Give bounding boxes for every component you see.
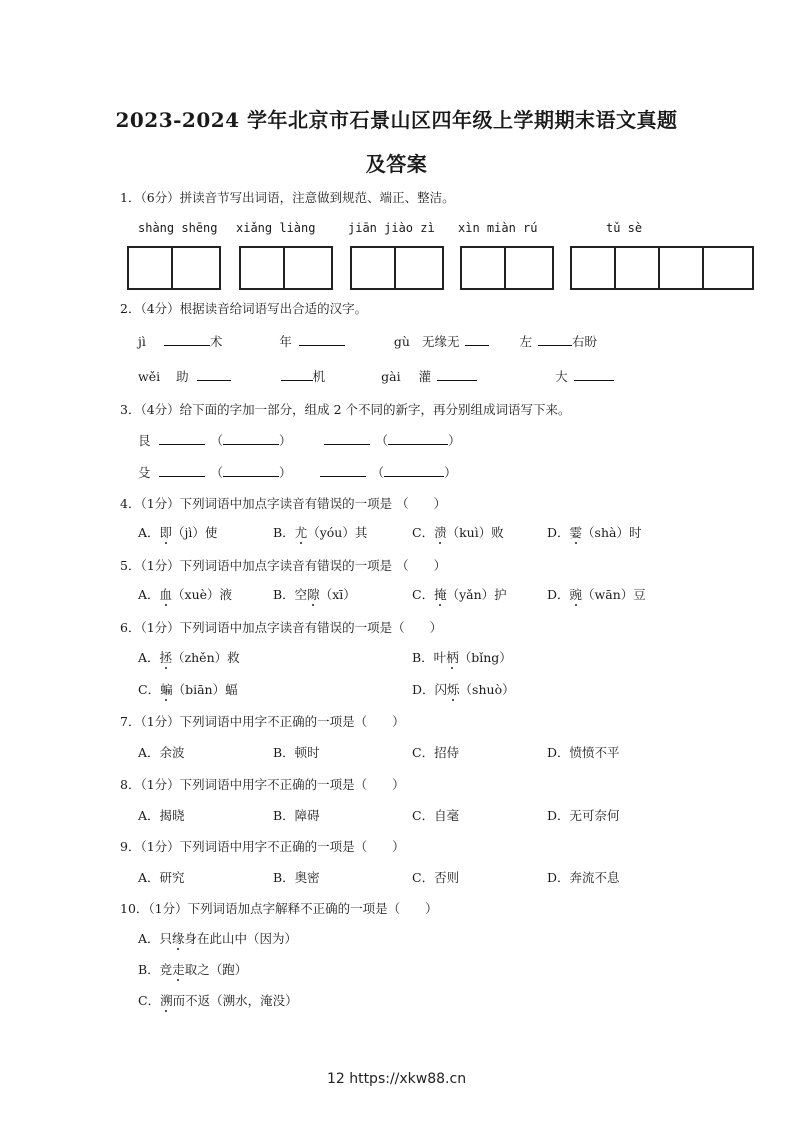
page-title-line2: 及答案 xyxy=(365,152,428,176)
q7-option-b[interactable]: B．顿时 xyxy=(273,745,320,760)
answer-blank[interactable] xyxy=(465,332,489,346)
answer-blank[interactable] xyxy=(164,332,210,346)
answer-blank[interactable] xyxy=(320,463,366,477)
q8-option-a[interactable]: A．揭晓 xyxy=(138,808,185,823)
writing-grid-4[interactable] xyxy=(460,246,554,290)
question-3-row-1 xyxy=(138,431,461,449)
page-footer: 12 https://xkw88.cn xyxy=(326,1071,467,1087)
q9-option-a[interactable]: A．研究 xyxy=(138,870,185,885)
paren-close: ） xyxy=(444,465,457,480)
word-prefix: 无缘无 xyxy=(421,334,460,349)
word-prefix: 灌 xyxy=(418,369,432,384)
page-title-line1: 2023-2024 学年北京市石景山区四年级上学期期末语文真题 xyxy=(115,108,678,132)
question-2-stem: 2．（4分）根据读音给词语写出合适的汉字。 xyxy=(120,301,368,316)
pinyin-1: shàng shēng xyxy=(138,221,218,235)
pinyin-4: xìn miàn rú xyxy=(458,221,538,235)
answer-blank[interactable] xyxy=(281,367,313,381)
q10-option-a[interactable]: A．只缘身在此山中（因为） xyxy=(138,931,298,946)
writing-grid-3[interactable] xyxy=(350,246,444,290)
q5-option-a[interactable]: A．血（xuè）液 xyxy=(138,587,233,602)
q6-option-b[interactable]: B．叶柄（bǐng） xyxy=(412,650,512,665)
writing-grid-2[interactable] xyxy=(239,246,333,290)
question-4-stem: 4．（1分）下列词语中加点字读音有错误的一项是 （ ） xyxy=(120,496,447,511)
q7-option-a[interactable]: A．余波 xyxy=(138,745,185,760)
word-suffix: 右盼 xyxy=(572,334,598,349)
answer-blank[interactable] xyxy=(384,463,444,477)
paren-open: （ xyxy=(371,465,385,480)
q8-option-b[interactable]: B．障碍 xyxy=(273,808,320,823)
base-char: 殳 xyxy=(138,465,151,480)
pinyin-2: xiǎng liàng xyxy=(236,221,316,235)
q10-option-c[interactable]: C．溯而不返（溯水，淹没） xyxy=(138,993,298,1008)
answer-blank[interactable] xyxy=(324,431,370,445)
answer-blank[interactable] xyxy=(388,431,448,445)
pinyin-wei: wěi xyxy=(138,369,161,384)
pinyin-gu: gù xyxy=(393,334,410,349)
answer-blank[interactable] xyxy=(223,463,279,477)
base-char: 艮 xyxy=(138,433,151,448)
answer-blank[interactable] xyxy=(574,367,614,381)
word-prefix: 大 xyxy=(555,369,568,384)
word-suffix: 术 xyxy=(209,334,223,349)
pinyin-ji: jì xyxy=(138,334,146,349)
question-10-stem: 10．（1分）下列词语加点字解释不正确的一项是（ ） xyxy=(120,901,438,916)
paren-open: （ xyxy=(375,433,389,448)
q4-option-c[interactable]: C．溃（kuì）败 xyxy=(412,525,504,540)
q6-option-a[interactable]: A．拯（zhěn）救 xyxy=(138,650,240,665)
paren-close: ） xyxy=(448,433,461,448)
answer-blank[interactable] xyxy=(159,431,205,445)
q6-option-d[interactable]: D．闪烁（shuò） xyxy=(412,682,515,697)
q5-option-b[interactable]: B．空隙（xī） xyxy=(273,587,356,602)
writing-grid-1[interactable] xyxy=(127,246,221,290)
answer-blank[interactable] xyxy=(299,332,345,346)
question-3-stem: 3．（4分）给下面的字加一部分，组成 2 个不同的新字，再分别组成词语写下来。 xyxy=(120,402,571,417)
word-prefix: 助 xyxy=(176,369,189,384)
q9-option-d[interactable]: D．奔流不息 xyxy=(547,870,620,885)
q5-option-c[interactable]: C．掩（yǎn）护 xyxy=(412,587,507,602)
paren-open: （ xyxy=(210,433,224,448)
question-6-stem: 6．（1分）下列词语中加点字读音有错误的一项是（ ） xyxy=(120,620,443,635)
answer-blank[interactable] xyxy=(223,431,279,445)
answer-blank[interactable] xyxy=(159,463,205,477)
q10-option-b[interactable]: B．竞走取之（跑） xyxy=(138,962,248,977)
question-1-stem: 1．（6分）拼读音节写出词语，注意做到规范、端正、整洁。 xyxy=(120,190,455,205)
q6-option-c[interactable]: C．蝙（biān）蝠 xyxy=(138,682,238,697)
question-2-row-1 xyxy=(138,332,597,350)
q4-option-b[interactable]: B．尤（yóu）其 xyxy=(273,525,368,540)
pinyin-5: tǔ sè xyxy=(606,221,643,235)
answer-blank[interactable] xyxy=(538,332,572,346)
q8-option-d[interactable]: D．无可奈何 xyxy=(547,808,620,823)
question-7-stem: 7．（1分）下列词语中用字不正确的一项是（ ） xyxy=(120,714,405,729)
paren-open: （ xyxy=(210,465,224,480)
answer-blank[interactable] xyxy=(437,367,477,381)
pinyin-gai: gài xyxy=(381,369,401,384)
question-2-row-2 xyxy=(138,367,614,385)
pinyin-3: jiān jiào zì xyxy=(348,221,435,235)
q5-option-d[interactable]: D．豌（wān）豆 xyxy=(547,587,646,602)
word-suffix: 机 xyxy=(312,369,326,384)
answer-blank[interactable] xyxy=(197,367,231,381)
question-3-row-2 xyxy=(138,463,457,481)
word-prefix: 年 xyxy=(279,334,292,349)
q7-option-d[interactable]: D．愤愤不平 xyxy=(547,745,620,760)
q4-option-d[interactable]: D．霎（shà）时 xyxy=(547,525,642,540)
paren-close: ） xyxy=(279,465,292,480)
q7-option-c[interactable]: C．招侍 xyxy=(412,745,460,760)
question-5-stem: 5．（1分）下列词语中加点字读音有错误的一项是 （ ） xyxy=(120,558,447,573)
paren-close: ） xyxy=(279,433,292,448)
word-prefix: 左 xyxy=(519,334,532,349)
q8-option-c[interactable]: C．自毫 xyxy=(412,808,460,823)
question-8-stem: 8．（1分）下列词语中用字不正确的一项是（ ） xyxy=(120,777,405,792)
writing-grid-5[interactable] xyxy=(570,246,754,290)
q9-option-c[interactable]: C．否则 xyxy=(412,870,460,885)
q9-option-b[interactable]: B．奥密 xyxy=(273,870,320,885)
q4-option-a[interactable]: A．即（jì）使 xyxy=(138,525,218,540)
question-9-stem: 9．（1分）下列词语中用字不正确的一项是（ ） xyxy=(120,839,405,854)
